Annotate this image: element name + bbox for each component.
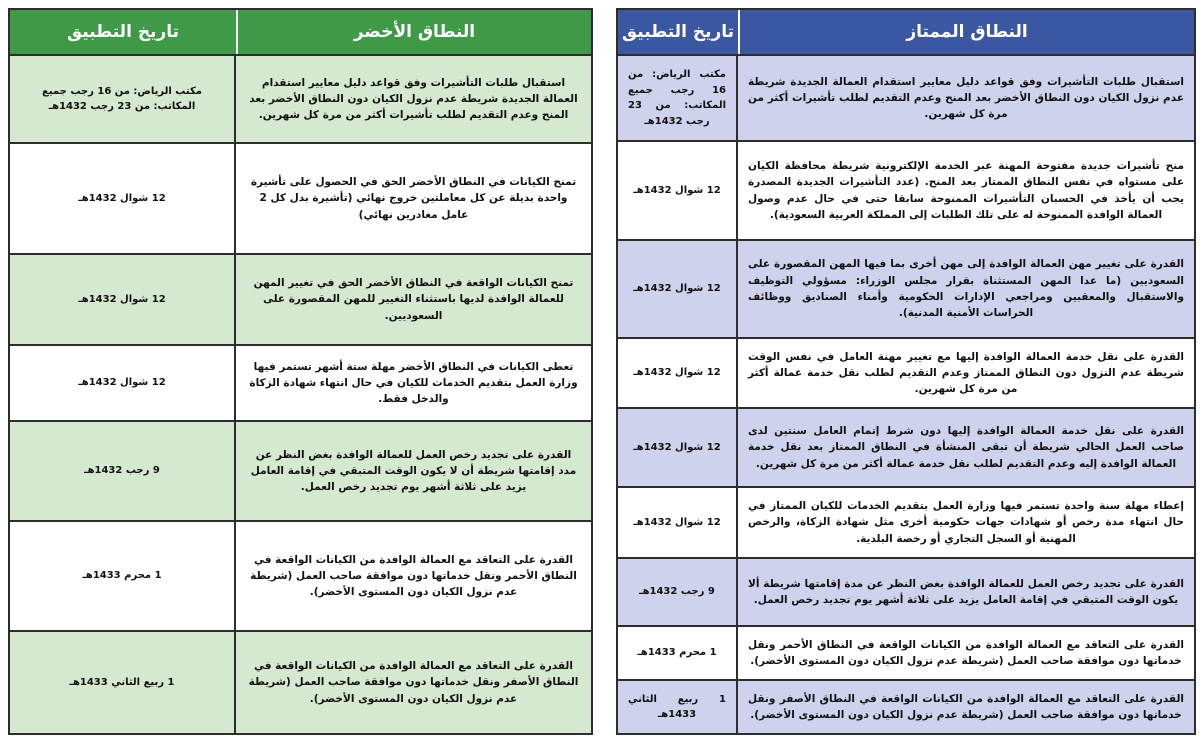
benefit-text: القدرة على نقل خدمة العمالة الوافدة إليها مع تغيير مهنة العامل في نفس الوقت شريطة عدم النزول دون النطاق الممتاز وعدم التقديم لطلب نقل خدمة عمالة أكثر من مرة كل شهرين. <box>748 350 1184 396</box>
table-row <box>10 142 591 253</box>
table-row <box>618 486 1194 557</box>
table-row <box>618 557 1194 625</box>
apply-date: 12 شوال 1432هـ <box>618 241 738 337</box>
green-table-body <box>10 54 591 733</box>
table-row <box>10 630 591 733</box>
benefit-text: منح تأشيرات جديدة مفتوحة المهنة عبر الخدمة الإلكترونية شريطة محافظة الكيان على مستواه في نفس النطاق الممتاز بعد المنح. (عدد التأشيرات الجديدة المصدرة يجب أن يأخذ في الحسبان التأشيرات الممنوحة سابقا حتى في حال عدم وصول العمالة الوافدة الممنوحة له على تلك الطلبات إلى المملكة العربية السعودية). <box>748 159 1184 221</box>
table-row <box>618 625 1194 679</box>
table-row <box>10 253 591 344</box>
apply-date: 12 شوال 1432هـ <box>618 339 738 407</box>
green-table-header <box>10 10 591 54</box>
table-row <box>10 520 591 630</box>
benefit-text: القدرة على التعاقد مع العمالة الوافدة من الكيانات الواقعة في النطاق الأحمر ونقل خدماتها دون موافقة صاحب العمل (شريطة عدم نزول الكيان دون المستوى الأخضر). <box>748 638 1184 667</box>
blue-header-date: تاريخ التطبيق <box>621 22 735 42</box>
apply-date: 12 شوال 1432هـ <box>618 488 738 557</box>
apply-date: مكتب الرياض: من 16 رجب جميع المكاتب: من 23 رجب 1432هـ <box>618 56 738 140</box>
apply-date: 12 شوال 1432هـ <box>10 255 236 344</box>
table-row <box>618 140 1194 239</box>
apply-date: 1 ربيع الثاني 1433هـ <box>618 681 738 733</box>
apply-date: 12 شوال 1432هـ <box>10 346 236 420</box>
blue-header-range: النطاق الممتاز <box>738 10 1194 54</box>
table-row <box>618 407 1194 486</box>
benefit-text: القدرة على تجديد رخص العمل للعمالة الوافدة بغض النظر عن مدة إقامتها شريطة ألا يكون الوقت المتبقي في إقامة العامل يزيد على ثلاثة أشهر يوم تجديد رخص العمل. <box>748 577 1184 606</box>
table-row <box>618 679 1194 733</box>
blue-table-body <box>618 54 1194 733</box>
green-range-table <box>8 8 593 735</box>
table-row <box>10 344 591 420</box>
benefit-text: تمنح الكيانات الواقعة في النطاق الأخضر الحق في تغيير المهن للعمالة الوافدة لديها باستثناء التغيير للمهن المقصورة على السعوديين. <box>253 277 574 322</box>
benefit-text: تعطى الكيانات في النطاق الأخضر مهلة ستة أشهر تستمر فيها وزارة العمل بتقديم الخدمات للكيان في حال انتهاء شهادة الزكاة والدخل فقط. <box>249 360 578 406</box>
green-header-range: النطاق الأخضر <box>236 10 591 54</box>
table-row <box>618 337 1194 407</box>
benefit-text: القدرة على تغيير مهن العمالة الوافدة إلى مهن أخرى بما فيها المهن المقصورة على السعوديين (ما عدا المهن المستثناة بقرار مجلس الوزراء: مسؤولي التوظيف والاستقبال والمعقبين ومراجعي الإدارات الحكومية وأمناء الصناديق ووظائف الحراسات الأمنية المدنية). <box>748 258 1184 320</box>
table-row <box>10 54 591 142</box>
table-row <box>618 239 1194 337</box>
benefit-text: استقبال طلبات التأشيرات وفق قواعد دليل معايير استقدام العمالة الجديدة شريطة عدم نزول الكيان دون النطاق الأخضر بعد المنح وعدم التقديم لطلب تأشيرات أكثر من مرة كل شهرين. <box>249 76 578 122</box>
apply-date: 12 شوال 1432هـ <box>10 144 236 253</box>
benefit-text: القدرة على التعاقد مع العمالة الوافدة من الكيانات الواقعة في النطاق الأصفر ونقل خدماتها دون موافقة صاحب العمل (شريطة عدم نزول الكيان دون المستوى الأخضر). <box>248 660 579 705</box>
apply-date: 9 رجب 1432هـ <box>10 422 236 520</box>
apply-date: مكتب الرياض: من 16 رجب جميع المكاتب: من 23 رجب 1432هـ <box>10 56 236 142</box>
benefit-text: تمنح الكيانات في النطاق الأخضر الحق في الحصول على تأشيرة واحدة بديلة عن كل معاملتين خروج نهائي (تأشيرة بدل كل 2 عامل مغادرين نهائي) <box>250 176 577 221</box>
benefit-text: القدرة على التعاقد مع العمالة الوافدة من الكيانات الواقعة في النطاق الأصفر ونقل خدماتها دون موافقة صاحب العمل (شريطة عدم نزول الكيان دون المستوى الأخضر). <box>748 692 1184 721</box>
benefit-text: إعطاء مهلة سنة واحدة تستمر فيها وزارة العمل بتقديم الخدمات للكيان الممتاز في حال انتهاء مدة رخص أو شهادات جهات حكومية أخرى مثل شهادة الزكاة، والرخص المهنية أو السجل التجاري أو رخصة البلدية. <box>748 500 1184 545</box>
apply-date: 1 ربيع الثاني 1433هـ <box>10 632 236 733</box>
table-row <box>10 420 591 520</box>
benefit-text: القدرة على نقل خدمة العمالة الوافدة إليها دون شرط إتمام العامل سنتين لدى صاحب العمل الحالي شريطة أن تبقى المنشأة في النطاق الممتاز بعد نقل خدمة العمالة الوافدة إليه وعدم التقديم لطلب نقل خدمة عمالة أكثر من مرة كل شهرين. <box>748 425 1184 470</box>
benefit-text: استقبال طلبات التأشيرات وفق قواعد دليل معايير استقدام العمالة الجديدة شريطة عدم نزول الكيان دون النطاق الأخضر بعد المنح وعدم التقديم لطلب تأشيرات أكثر من مرة كل شهرين. <box>748 75 1184 121</box>
green-header-date: تاريخ التطبيق <box>66 22 180 42</box>
apply-date: 9 رجب 1432هـ <box>618 559 738 625</box>
apply-date: 1 محرم 1433هـ <box>618 627 738 679</box>
benefit-text: القدرة على تجديد رخص العمل للعمالة الوافدة بغض النظر عن مدد إقامتها شريطة أن لا يكون الوقت المتبقي في إقامة العامل يزيد على ثلاثة أشهر يوم تجديد رخص العمل. <box>250 448 577 494</box>
benefit-text: القدرة على التعاقد مع العمالة الوافدة من الكيانات الواقعة في النطاق الأحمر ونقل خدماتها دون موافقة صاحب العمل (شريطة عدم نزول الكيان دون المستوى الأخضر). <box>250 553 577 599</box>
apply-date: 12 شوال 1432هـ <box>618 409 738 486</box>
apply-date: 1 محرم 1433هـ <box>10 522 236 630</box>
blue-table-header <box>618 10 1194 54</box>
apply-date: 12 شوال 1432هـ <box>618 142 738 239</box>
excellent-range-table <box>616 8 1196 735</box>
table-row <box>618 54 1194 140</box>
